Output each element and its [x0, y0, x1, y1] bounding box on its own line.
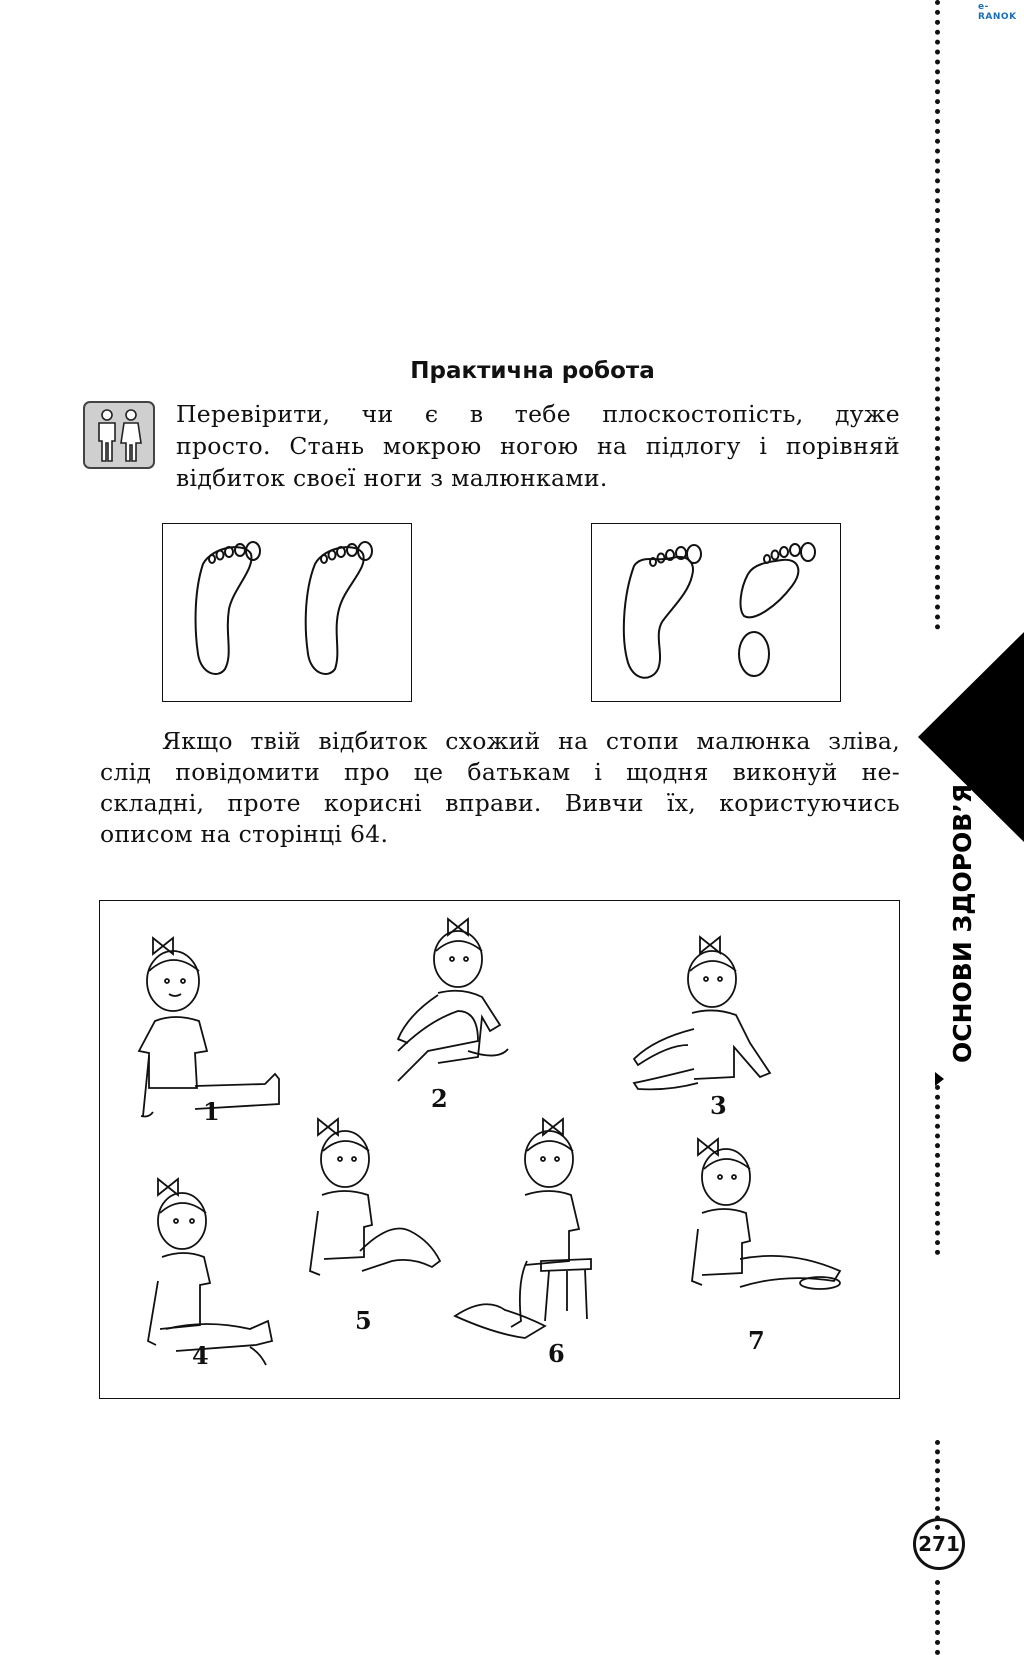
footprint-illustration-left [162, 523, 412, 702]
people-icon [83, 401, 155, 469]
girl-on-stool-grabbing-cloth-icon [445, 1111, 625, 1341]
text-line: відбиток своєї ноги з малюнками. [176, 464, 608, 492]
dotted-rail [935, 1085, 940, 1255]
dotted-rail [935, 1440, 940, 1530]
flat-foot-print-icon [163, 524, 411, 701]
girl-sitting-rolling-ball-icon [670, 1131, 860, 1301]
text-line: Перевірити, чи є в тебе плоскостопість, дуже [176, 400, 900, 428]
exercise-number: 3 [710, 1091, 727, 1120]
dotted-rail [935, 1580, 940, 1655]
exercise-number: 7 [748, 1326, 765, 1355]
girl-sitting-feet-stretched-icon [140, 1171, 310, 1371]
text-line: просто. Стань мокрою ногою на підлогу і порівняй [176, 432, 900, 460]
section-title: ОСНОВИ ЗДОРОВ’Я [948, 783, 977, 1063]
advice-paragraph [100, 726, 900, 850]
text-line: описом на сторінці 64. [100, 820, 389, 848]
girl-sitting-legs-straight-icon [135, 926, 305, 1126]
text-line: складні, проте корисні вправи. Вивчи їх, користуючись [100, 789, 900, 817]
arrow-right-icon [935, 1072, 944, 1086]
girl-sitting-leaning-back-icon [620, 929, 790, 1099]
text-line: слід повідомити про це батькам і щодня виконуй не- [100, 758, 900, 786]
exercise-number: 4 [192, 1341, 209, 1370]
exercise-number: 1 [203, 1097, 220, 1126]
dotted-rail [935, 0, 940, 630]
brand-logo: e-RANOK [978, 2, 1017, 22]
exercise-illustrations [99, 900, 900, 1399]
exercise-number: 2 [431, 1084, 448, 1113]
text-line: Якщо твій відбиток схожий на стопи малюнка зліва, [162, 727, 900, 755]
girl-sitting-knees-up-icon [300, 1111, 460, 1291]
normal-foot-print-icon [592, 524, 840, 701]
footprint-illustration-right [591, 523, 841, 702]
girl-sitting-knees-bent-icon [368, 911, 538, 1091]
page-number: 271 [913, 1518, 965, 1570]
practical-instructions [176, 398, 900, 494]
exercise-number: 6 [548, 1339, 565, 1368]
section-heading: Практична робота [410, 358, 655, 384]
exercise-number: 5 [355, 1306, 372, 1335]
